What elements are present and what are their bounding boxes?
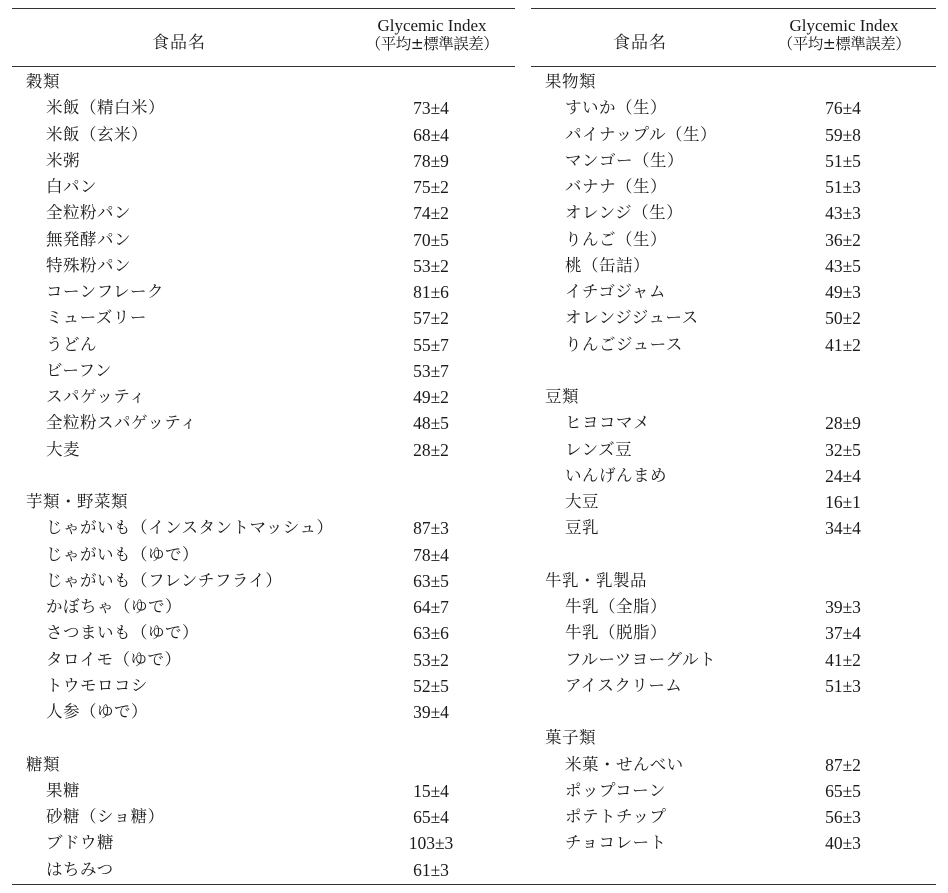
table-row bbox=[531, 463, 936, 489]
spacer-row bbox=[531, 358, 936, 384]
food-name: タロイモ（ゆで） bbox=[46, 649, 182, 669]
table-row bbox=[12, 332, 515, 358]
category-label: 穀類 bbox=[26, 72, 60, 91]
food-name: マンゴー（生） bbox=[565, 150, 684, 170]
right-rows bbox=[531, 69, 936, 857]
category-label: 牛乳・乳製品 bbox=[545, 570, 647, 590]
table-row bbox=[531, 778, 936, 804]
food-name: 米飯（精白米） bbox=[46, 98, 165, 118]
spacer-row bbox=[531, 542, 936, 568]
gi-value: 51±3 bbox=[825, 675, 861, 696]
table-row bbox=[12, 279, 515, 305]
gi-value: 87±2 bbox=[825, 754, 861, 775]
food-name: 特殊粉パン bbox=[46, 255, 131, 275]
gi-value: 53±2 bbox=[413, 649, 449, 670]
table-row bbox=[531, 620, 936, 646]
food-name: ポテトチップ bbox=[565, 807, 667, 826]
category-label: 菓子類 bbox=[545, 728, 596, 748]
gi-value: 55±7 bbox=[413, 334, 449, 355]
gi-value: 32±5 bbox=[825, 439, 861, 460]
gi-value: 78±9 bbox=[413, 150, 449, 171]
top-rule bbox=[12, 8, 515, 9]
table-row bbox=[12, 647, 515, 673]
gi-value: 49±3 bbox=[825, 282, 861, 302]
gi-header-title: Glycemic Index bbox=[377, 16, 487, 35]
food-name: うどん bbox=[46, 334, 97, 354]
food-name: ブドウ糖 bbox=[46, 833, 114, 853]
food-name: かぼちゃ（ゆで） bbox=[46, 597, 182, 616]
food-name: りんごジュース bbox=[565, 334, 683, 354]
gi-value: 63±6 bbox=[413, 623, 449, 644]
header-rule bbox=[531, 66, 936, 67]
table-row bbox=[531, 148, 936, 174]
table-row bbox=[531, 200, 936, 226]
food-name: トウモロコシ bbox=[46, 675, 148, 695]
category-row bbox=[12, 489, 515, 515]
food-name: 無発酵パン bbox=[46, 229, 131, 249]
left-rows bbox=[12, 69, 515, 883]
gi-header bbox=[347, 17, 517, 53]
table-row bbox=[531, 804, 936, 830]
food-name-header: 食品名 bbox=[152, 33, 206, 53]
gi-header-title: Glycemic Index bbox=[789, 16, 899, 35]
table-row bbox=[531, 830, 936, 856]
food-name: バナナ（生） bbox=[565, 177, 667, 196]
table-row bbox=[531, 227, 936, 253]
table-row bbox=[12, 568, 515, 594]
gi-value: 52±5 bbox=[413, 675, 449, 696]
gi-value: 48±5 bbox=[413, 413, 449, 434]
gi-value: 57±2 bbox=[413, 308, 449, 329]
table-row bbox=[12, 95, 515, 121]
gi-header bbox=[759, 17, 929, 53]
food-name-header: 食品名 bbox=[613, 33, 667, 53]
food-name: 米粥 bbox=[46, 150, 80, 170]
gi-value: 41±2 bbox=[825, 334, 861, 355]
gi-value: 24±4 bbox=[825, 465, 861, 486]
table-row bbox=[12, 122, 515, 148]
food-name: チョコレート bbox=[565, 833, 667, 853]
category-row bbox=[12, 69, 515, 95]
food-name: 豆乳 bbox=[565, 518, 599, 538]
spacer-row bbox=[531, 699, 936, 725]
gi-value: 70±5 bbox=[413, 229, 449, 250]
food-name: ヒヨコマメ bbox=[565, 413, 650, 433]
food-name: はちみつ bbox=[46, 859, 114, 879]
table-row bbox=[531, 253, 936, 279]
table-row bbox=[12, 148, 515, 174]
table-row bbox=[12, 200, 515, 226]
table-row bbox=[531, 332, 936, 358]
gi-value: 53±2 bbox=[413, 255, 449, 276]
table-row bbox=[531, 279, 936, 305]
bottom-rule bbox=[12, 884, 936, 885]
food-name: 全粒粉スパゲッティ bbox=[46, 413, 198, 433]
gi-value: 87±3 bbox=[413, 518, 449, 539]
table-row bbox=[12, 620, 515, 646]
table-row bbox=[531, 305, 936, 331]
table-row bbox=[531, 437, 936, 463]
food-name: 米菓・せんべい bbox=[565, 754, 684, 774]
table-row bbox=[531, 410, 936, 436]
gi-value: 76±4 bbox=[825, 98, 861, 119]
table-row bbox=[12, 778, 515, 804]
table-row bbox=[12, 594, 515, 620]
food-name: アイスクリーム bbox=[565, 675, 683, 695]
category-row bbox=[531, 69, 936, 95]
gi-value: 64±7 bbox=[413, 597, 449, 617]
gi-value: 15±4 bbox=[413, 780, 449, 801]
spacer-row bbox=[12, 725, 515, 751]
food-name: じゃがいも（ゆで） bbox=[46, 544, 199, 564]
gi-value: 28±2 bbox=[413, 439, 449, 460]
gi-value: 28±9 bbox=[825, 413, 861, 434]
table-row bbox=[531, 673, 936, 699]
gi-value: 50±2 bbox=[825, 308, 861, 329]
food-name: レンズ豆 bbox=[565, 439, 633, 459]
table-row bbox=[12, 358, 515, 384]
table-row bbox=[531, 594, 936, 620]
table-row bbox=[12, 305, 515, 331]
gi-value: 75±2 bbox=[413, 177, 449, 197]
gi-value: 43±3 bbox=[825, 203, 861, 224]
food-name: 牛乳（脱脂） bbox=[565, 623, 667, 643]
gi-value: 65±4 bbox=[413, 807, 449, 827]
food-name: 大豆 bbox=[565, 492, 599, 511]
table-row bbox=[531, 515, 936, 541]
gi-value: 53±7 bbox=[413, 360, 449, 381]
gi-value: 39±4 bbox=[413, 702, 449, 722]
food-name: パイナップル（生） bbox=[565, 124, 718, 144]
food-name: ポップコーン bbox=[565, 780, 666, 800]
gi-value: 34±4 bbox=[825, 518, 861, 539]
food-name: 人参（ゆで） bbox=[46, 702, 148, 721]
table-row bbox=[12, 699, 515, 725]
category-row bbox=[531, 568, 936, 594]
spacer-row bbox=[12, 463, 515, 489]
food-name: 米飯（玄米） bbox=[46, 124, 148, 144]
category-row bbox=[12, 752, 515, 778]
table-row bbox=[531, 122, 936, 148]
food-name: イチゴジャム bbox=[565, 282, 667, 301]
table-row bbox=[531, 752, 936, 778]
food-name: いんげんまめ bbox=[565, 465, 667, 485]
food-name: りんご（生） bbox=[565, 229, 667, 249]
gi-value: 40±3 bbox=[825, 833, 861, 854]
food-name: ビーフン bbox=[46, 360, 112, 380]
food-name: 桃（缶詰） bbox=[565, 255, 650, 275]
food-name: 全粒粉パン bbox=[46, 203, 131, 223]
category-row bbox=[531, 384, 936, 410]
gi-value: 65±5 bbox=[825, 780, 861, 801]
table-row bbox=[531, 647, 936, 673]
category-label: 糖類 bbox=[26, 754, 60, 774]
table-row bbox=[12, 437, 515, 463]
category-label: 豆類 bbox=[545, 387, 579, 406]
gi-value: 61±3 bbox=[413, 859, 449, 880]
gi-header-subtitle: （平均±標準誤差） bbox=[777, 35, 911, 53]
table-row bbox=[12, 515, 515, 541]
gi-value: 16±1 bbox=[825, 492, 861, 512]
gi-value: 49±2 bbox=[413, 387, 449, 407]
food-name: スパゲッティ bbox=[46, 387, 147, 406]
table-row bbox=[531, 174, 936, 200]
gi-value: 51±5 bbox=[825, 150, 861, 171]
gi-value: 43±5 bbox=[825, 255, 861, 276]
table-row bbox=[12, 227, 515, 253]
table-row bbox=[12, 673, 515, 699]
header-rule bbox=[12, 66, 515, 67]
food-name: じゃがいも（インスタントマッシュ） bbox=[46, 518, 334, 538]
gi-value: 68±4 bbox=[413, 124, 449, 145]
food-name: オレンジジュース bbox=[565, 308, 699, 328]
food-name: 白パン bbox=[46, 177, 97, 196]
gi-value: 81±6 bbox=[413, 282, 449, 302]
top-rule bbox=[531, 8, 936, 9]
food-name: ミューズリー bbox=[46, 308, 147, 328]
table-row bbox=[12, 857, 515, 883]
food-name: 大麦 bbox=[46, 439, 80, 459]
food-name: フルーツヨーグルト bbox=[565, 649, 717, 669]
gi-value: 63±5 bbox=[413, 570, 449, 591]
category-row bbox=[531, 725, 936, 751]
food-name: 果糖 bbox=[46, 780, 80, 800]
table-row bbox=[12, 174, 515, 200]
table-row bbox=[531, 489, 936, 515]
gi-value: 37±4 bbox=[825, 623, 861, 644]
food-name: すいか（生） bbox=[565, 98, 667, 118]
gi-value: 51±3 bbox=[825, 177, 861, 197]
food-name: 砂糖（ショ糖） bbox=[46, 807, 165, 826]
gi-value: 36±2 bbox=[825, 229, 861, 250]
table-row bbox=[12, 830, 515, 856]
gi-value: 78±4 bbox=[413, 544, 449, 565]
gi-value: 41±2 bbox=[825, 649, 861, 670]
table-row bbox=[12, 542, 515, 568]
gi-value: 73±4 bbox=[413, 98, 449, 119]
table-row bbox=[12, 804, 515, 830]
gi-value: 59±8 bbox=[825, 124, 861, 145]
gi-value: 56±3 bbox=[825, 807, 861, 827]
gi-value: 103±3 bbox=[408, 833, 454, 854]
category-label: 果物類 bbox=[545, 72, 596, 91]
table-row bbox=[12, 384, 515, 410]
food-name: じゃがいも（フレンチフライ） bbox=[46, 570, 283, 590]
food-name: 牛乳（全脂） bbox=[565, 597, 667, 616]
food-name: さつまいも（ゆで） bbox=[46, 623, 199, 643]
table-row bbox=[12, 253, 515, 279]
gi-value: 74±2 bbox=[413, 203, 449, 224]
table-row bbox=[531, 95, 936, 121]
table-row bbox=[12, 410, 515, 436]
food-name: コーンフレーク bbox=[46, 282, 165, 301]
gi-value: 39±3 bbox=[825, 597, 861, 617]
food-name: オレンジ（生） bbox=[565, 203, 684, 223]
category-label: 芋類・野菜類 bbox=[26, 492, 128, 511]
gi-header-subtitle: （平均±標準誤差） bbox=[365, 35, 499, 53]
